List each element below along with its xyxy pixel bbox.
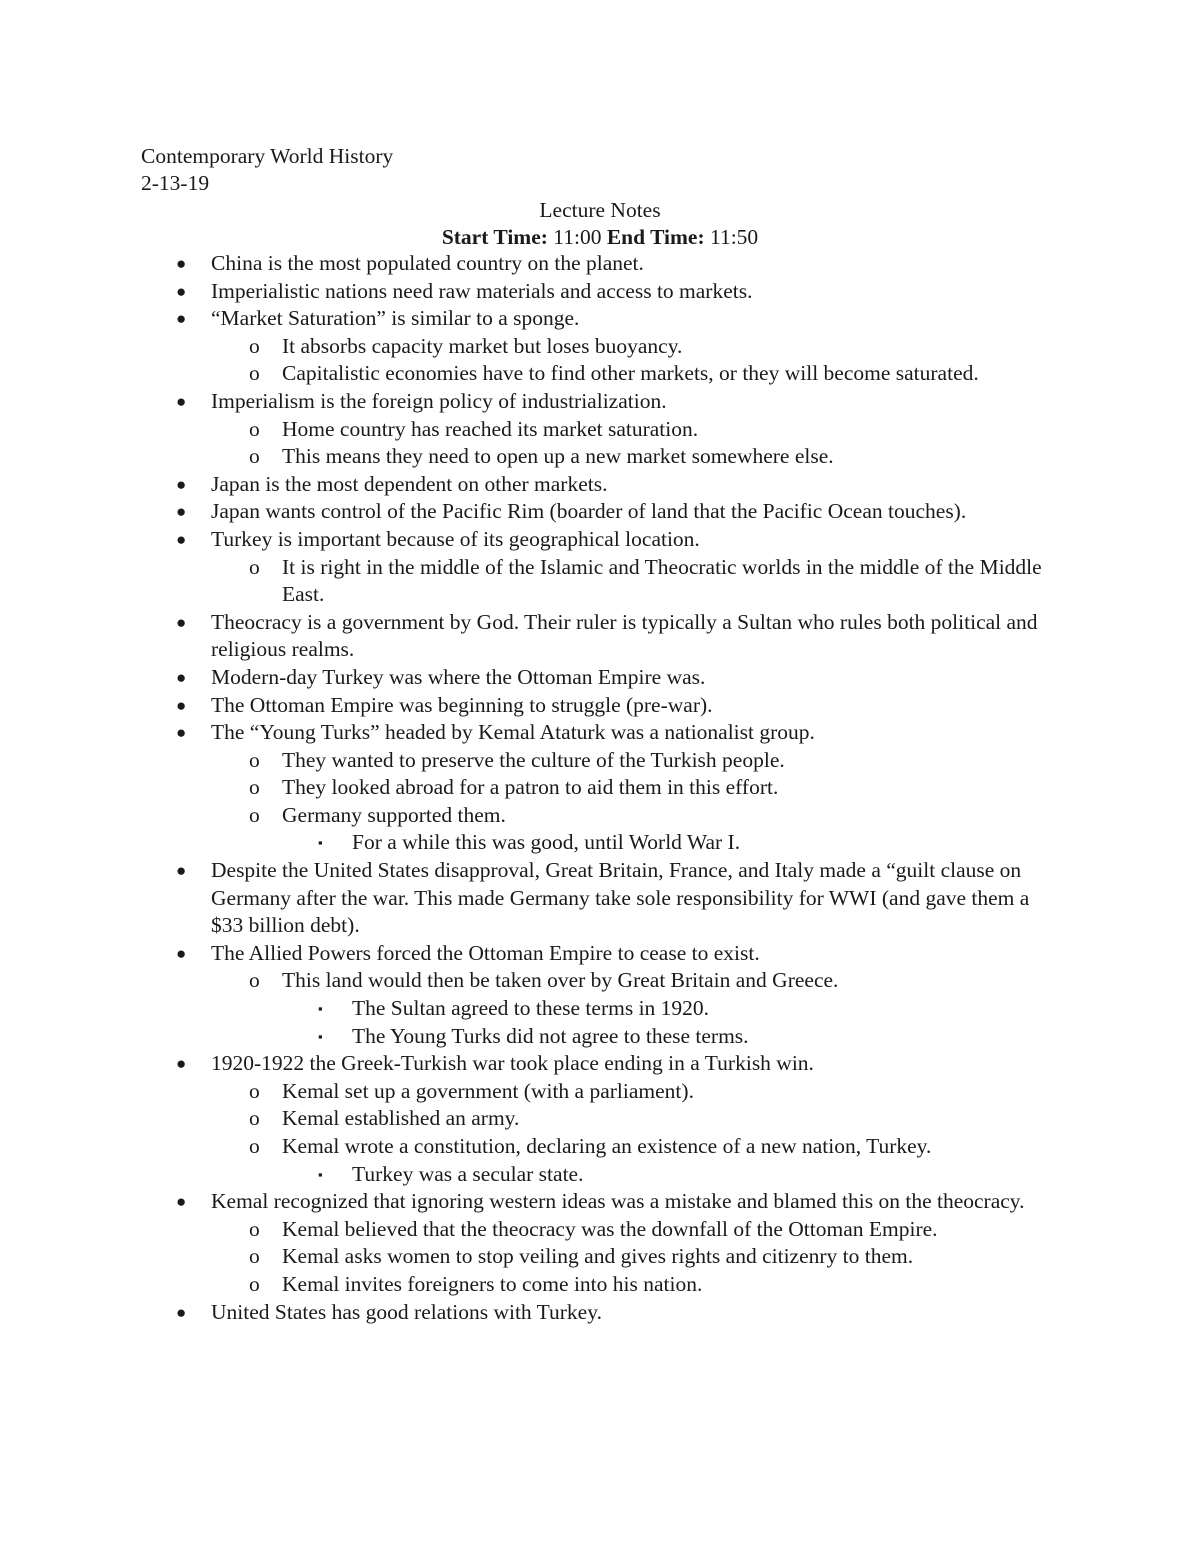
circle-marker: o: [249, 1244, 260, 1269]
note-text: Kemal recognized that ignoring western ideas was a mistake and blamed this on the theocracy.: [211, 1189, 1025, 1214]
note-text: Imperialism is the foreign policy of industrialization.: [211, 388, 667, 413]
notes-list: [0, 250, 1200, 1326]
note-text: Kemal wrote a constitution, declaring an existence of a new nation, Turkey.: [282, 1134, 932, 1158]
circle-marker: o: [249, 1216, 260, 1241]
circle-marker: o: [249, 416, 260, 441]
note-text: Despite the United States disapproval, Great Britain, France, and Italy made a “guilt clause on Germany after the war. This made Germany take sole responsibility for WWI (and gave them a $33 billion debt).: [211, 858, 1030, 938]
note-text: Kemal set up a government (with a parliament).: [282, 1078, 694, 1103]
note-text: 1920-1922 the Greek-Turkish war took place ending in a Turkish win.: [211, 1051, 814, 1076]
note-text: Capitalistic economies have to find other markets, or they will become saturated.: [282, 361, 979, 386]
square-marker: ▪: [318, 1001, 323, 1017]
note-item-level-2: [0, 360, 1200, 388]
note-text: Germany supported them.: [282, 802, 506, 827]
note-item-level-2: [0, 802, 1200, 830]
note-text: It absorbs capacity market but loses buoyancy.: [282, 333, 683, 358]
note-text: Japan wants control of the Pacific Rim (boarder of land that the Pacific Ocean touches).: [211, 499, 967, 524]
circle-marker: o: [249, 775, 260, 800]
bullet-marker: ●: [176, 391, 187, 411]
note-item-level-2: [0, 333, 1200, 361]
note-text: China is the most populated country on the planet.: [211, 251, 644, 275]
circle-marker: o: [249, 333, 260, 358]
note-text: They looked abroad for a patron to aid them in this effort.: [282, 775, 779, 800]
note-text: Modern-day Turkey was where the Ottoman Empire was.: [211, 664, 706, 689]
note-item-level-1: [0, 526, 1200, 554]
square-marker: ▪: [318, 835, 323, 851]
circle-marker: o: [249, 1106, 260, 1131]
circle-marker: o: [249, 444, 260, 469]
note-text: Turkey was a secular state.: [352, 1161, 584, 1186]
time-line: [0, 224, 1200, 251]
note-item-level-1: [0, 719, 1200, 747]
circle-marker: o: [249, 747, 260, 772]
note-item-level-3: [0, 995, 1200, 1023]
bullet-marker: ●: [176, 1054, 187, 1074]
note-text: United States has good relations with Turkey.: [211, 1299, 602, 1324]
note-item-level-2: [0, 1243, 1200, 1271]
square-marker: ▪: [318, 1028, 323, 1044]
note-item-level-1: [0, 388, 1200, 416]
note-item-level-2: [0, 1133, 1200, 1161]
note-text: It is right in the middle of the Islamic and Theocratic worlds in the middle of the Middle East.: [282, 554, 1042, 607]
note-item-level-2: [0, 554, 1200, 609]
note-item-level-1: [0, 250, 1200, 278]
bullet-marker: ●: [176, 695, 187, 715]
lecture-date: 2-13-19: [141, 171, 210, 195]
note-item-level-1: [0, 1299, 1200, 1327]
note-item-level-1: [0, 498, 1200, 526]
note-item-level-2: [0, 1078, 1200, 1106]
bullet-marker: ●: [176, 612, 187, 632]
note-text: Japan is the most dependent on other markets.: [211, 471, 608, 496]
note-text: The Young Turks did not agree to these terms.: [352, 1023, 749, 1048]
bullet-marker: ●: [176, 309, 187, 329]
note-item-level-1: [0, 692, 1200, 720]
note-item-level-1: [0, 664, 1200, 692]
note-text: Kemal asks women to stop veiling and gives rights and citizenry to them.: [282, 1244, 914, 1269]
note-text: Kemal established an army.: [282, 1106, 520, 1131]
note-item-level-3: [0, 1023, 1200, 1051]
bullet-marker: ●: [176, 502, 187, 522]
note-text: They wanted to preserve the culture of the Turkish people.: [282, 747, 785, 772]
note-text: The Sultan agreed to these terms in 1920.: [352, 996, 710, 1021]
note-text: The Allied Powers forced the Ottoman Empire to cease to exist.: [211, 940, 760, 965]
bullet-marker: ●: [176, 254, 187, 273]
note-item-level-3: [0, 829, 1200, 857]
start-time-label: Start Time:: [441, 225, 548, 249]
bullet-marker: ●: [176, 529, 187, 549]
note-text: Kemal invites foreigners to come into his nation.: [282, 1271, 703, 1296]
note-item-level-2: [0, 747, 1200, 775]
circle-marker: o: [249, 1078, 260, 1103]
note-text: Imperialistic nations need raw materials and access to markets.: [211, 278, 753, 303]
square-marker: ▪: [318, 1166, 323, 1182]
bullet-marker: ●: [176, 943, 187, 963]
note-item-level-1: [0, 1050, 1200, 1078]
lecture-heading: Lecture Notes: [539, 198, 661, 222]
note-item-level-2: [0, 1105, 1200, 1133]
note-item-level-2: [0, 416, 1200, 444]
note-text: The Ottoman Empire was beginning to struggle (pre-war).: [211, 692, 713, 717]
bullet-marker: ●: [176, 1302, 187, 1322]
note-item-level-1: [0, 305, 1200, 333]
note-item-level-2: [0, 443, 1200, 471]
course-title: Contemporary World History: [141, 144, 394, 168]
note-item-level-1: [0, 471, 1200, 499]
end-time-label: End Time:: [606, 225, 705, 249]
note-text: Kemal believed that the theocracy was the downfall of the Ottoman Empire.: [282, 1216, 938, 1241]
note-text: This land would then be taken over by Great Britain and Greece.: [282, 968, 839, 993]
note-text: This means they need to open up a new market somewhere else.: [282, 444, 834, 469]
note-item-level-3: [0, 1161, 1200, 1189]
note-item-level-1: [0, 1188, 1200, 1216]
bullet-marker: ●: [176, 1192, 187, 1212]
note-text: Turkey is important because of its geographical location.: [211, 526, 700, 551]
note-item-level-1: [0, 609, 1200, 664]
note-item-level-1: [0, 278, 1200, 306]
circle-marker: o: [249, 802, 260, 827]
note-text: “Market Saturation” is similar to a sponge.: [211, 306, 580, 331]
circle-marker: o: [249, 554, 260, 579]
note-text: For a while this was good, until World War I.: [352, 830, 741, 855]
note-item-level-2: [0, 1271, 1200, 1299]
circle-marker: o: [249, 1271, 260, 1296]
circle-marker: o: [249, 968, 260, 993]
note-item-level-2: [0, 774, 1200, 802]
note-text: Theocracy is a government by God. Their ruler is typically a Sultan who rules both political and religious realms.: [211, 609, 1038, 662]
circle-marker: o: [249, 1134, 260, 1158]
note-item-level-1: [0, 857, 1200, 940]
bullet-marker: ●: [176, 667, 187, 687]
bullet-marker: ●: [176, 474, 187, 494]
note-text: Home country has reached its market saturation.: [282, 416, 699, 441]
bullet-marker: ●: [176, 861, 187, 881]
bullet-marker: ●: [176, 281, 187, 301]
bullet-marker: ●: [176, 723, 187, 743]
start-time-value: 11:00: [553, 225, 602, 249]
circle-marker: o: [249, 361, 260, 386]
end-time-value: 11:50: [710, 225, 759, 249]
note-item-level-1: [0, 940, 1200, 968]
note-item-level-2: [0, 1216, 1200, 1244]
note-text: The “Young Turks” headed by Kemal Ataturk was a nationalist group.: [211, 720, 815, 745]
note-item-level-2: [0, 967, 1200, 995]
